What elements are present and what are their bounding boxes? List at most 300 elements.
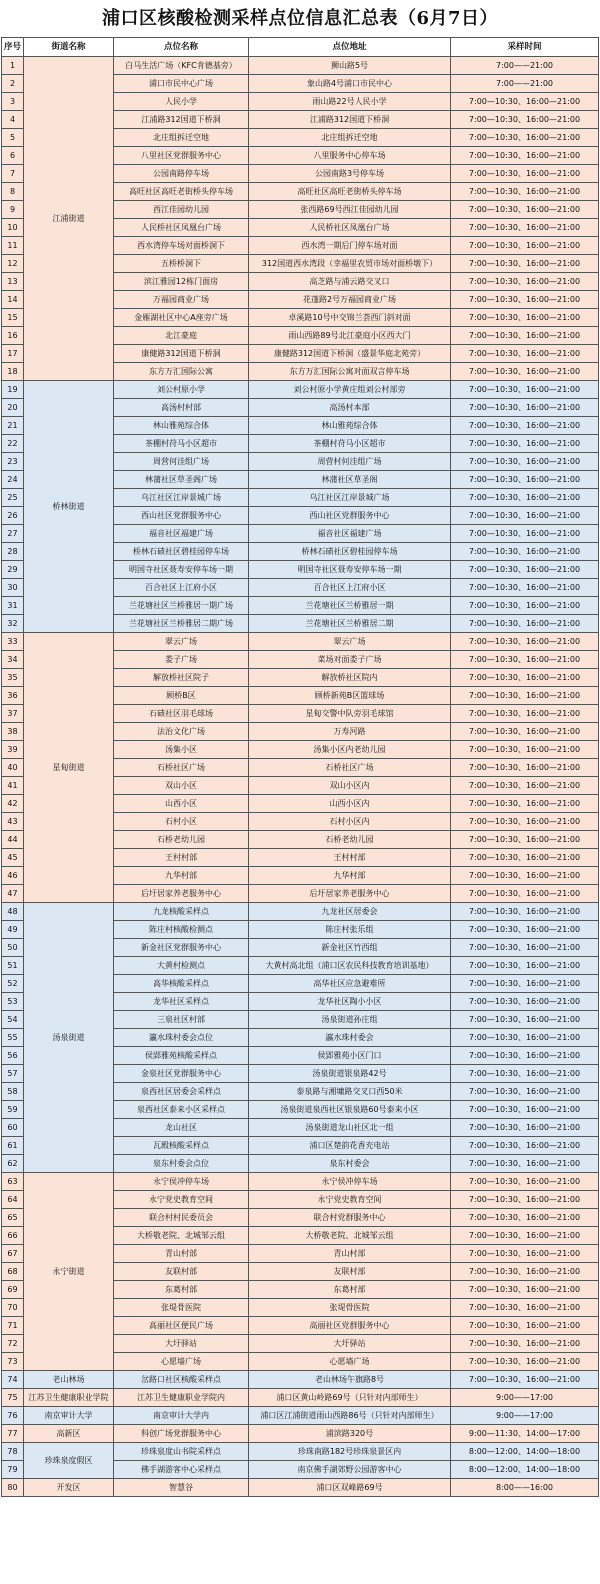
cell-index: 49 — [2, 921, 24, 939]
cell-index: 2 — [2, 75, 24, 93]
table-row — [2, 903, 599, 921]
cell-index: 6 — [2, 147, 24, 165]
cell-index: 52 — [2, 975, 24, 993]
cell-site-name: 桥林石碛社区碧桂园停车场 — [114, 543, 249, 561]
cell-index: 33 — [2, 633, 24, 651]
cell-index: 30 — [2, 579, 24, 597]
cell-street: 江浦街道 — [24, 57, 114, 381]
cell-index: 60 — [2, 1119, 24, 1137]
cell-index: 34 — [2, 651, 24, 669]
cell-sampling-time: 7:00—10:30、16:00—21:00 — [451, 255, 599, 273]
table-row — [2, 1389, 599, 1407]
cell-site-name: 永宁侯冲停车场 — [114, 1173, 249, 1191]
cell-sampling-time: 7:00—10:30、16:00—21:00 — [451, 327, 599, 345]
cell-sampling-time: 7:00—10:30、16:00—21:00 — [451, 525, 599, 543]
cell-index: 26 — [2, 507, 24, 525]
cell-site-name: 法治文化广场 — [114, 723, 249, 741]
cell-index: 35 — [2, 669, 24, 687]
cell-site-address: 东葛村部 — [249, 1281, 451, 1299]
cell-site-name: 九龙核酸采样点 — [114, 903, 249, 921]
cell-street: 珍珠泉度假区 — [24, 1443, 114, 1479]
cell-sampling-time: 7:00—10:30、16:00—21:00 — [451, 453, 599, 471]
cell-site-name: 大黄村检测点 — [114, 957, 249, 975]
cell-index: 18 — [2, 363, 24, 381]
cell-site-address: 山西小区内 — [249, 795, 451, 813]
cell-site-name: 滨江雅园12栋门面房 — [114, 273, 249, 291]
cell-site-address: 老山林场午旗路8号 — [249, 1371, 451, 1389]
cell-site-name: 金雁湖社区中心A座旁广场 — [114, 309, 249, 327]
cell-site-name: 三泉社区村部 — [114, 1011, 249, 1029]
cell-site-address: 康健路312国道下桥洞（盛景华庭北苑旁） — [249, 345, 451, 363]
cell-site-name: 解放桥社区院子 — [114, 669, 249, 687]
cell-site-address: 陈庄村张乐组 — [249, 921, 451, 939]
cell-index: 22 — [2, 435, 24, 453]
cell-site-address: 张西路69号西江佳园幼儿园 — [249, 201, 451, 219]
sampling-sites-table — [1, 37, 599, 1497]
cell-site-name: 福音社区福建广场 — [114, 525, 249, 543]
cell-index: 72 — [2, 1335, 24, 1353]
table-row — [2, 1443, 599, 1461]
cell-sampling-time: 7:00—10:30、16:00—21:00 — [451, 1209, 599, 1227]
cell-index: 75 — [2, 1389, 24, 1407]
cell-site-name: 八里社区党群服务中心 — [114, 147, 249, 165]
cell-index: 12 — [2, 255, 24, 273]
cell-sampling-time: 7:00—10:30、16:00—21:00 — [451, 201, 599, 219]
cell-index: 27 — [2, 525, 24, 543]
cell-index: 78 — [2, 1443, 24, 1461]
cell-index: 61 — [2, 1137, 24, 1155]
cell-index: 17 — [2, 345, 24, 363]
cell-sampling-time: 7:00—10:30、16:00—21:00 — [451, 399, 599, 417]
cell-index: 42 — [2, 795, 24, 813]
cell-index: 59 — [2, 1101, 24, 1119]
cell-site-name: 心愿墙广场 — [114, 1353, 249, 1371]
cell-sampling-time: 9:00——17:00 — [451, 1407, 599, 1425]
cell-sampling-time: 7:00—10:30、16:00—21:00 — [451, 1029, 599, 1047]
cell-site-name: 瓦殿核酸采样点 — [114, 1137, 249, 1155]
cell-sampling-time: 7:00—10:30、16:00—21:00 — [451, 129, 599, 147]
cell-site-address: 万寿河路 — [249, 723, 451, 741]
cell-sampling-time: 7:00——21:00 — [451, 57, 599, 75]
cell-sampling-time: 7:00—10:30、16:00—21:00 — [451, 435, 599, 453]
cell-site-name: 泉西社区居委会采样点 — [114, 1083, 249, 1101]
cell-sampling-time: 7:00—10:30、16:00—21:00 — [451, 723, 599, 741]
cell-sampling-time: 7:00—10:30、16:00—21:00 — [451, 1065, 599, 1083]
cell-sampling-time: 7:00—10:30、16:00—21:00 — [451, 1119, 599, 1137]
cell-index: 31 — [2, 597, 24, 615]
cell-site-address: 大圩驿站 — [249, 1335, 451, 1353]
cell-index: 71 — [2, 1317, 24, 1335]
cell-site-address: 高汤村本部 — [249, 399, 451, 417]
cell-site-address: 永宁侯冲停车场 — [249, 1173, 451, 1191]
cell-site-name: 西山社区党群服务中心 — [114, 507, 249, 525]
cell-sampling-time: 7:00—10:30、16:00—21:00 — [451, 939, 599, 957]
cell-index: 66 — [2, 1227, 24, 1245]
cell-site-name: 周营何洼组广场 — [114, 453, 249, 471]
cell-index: 43 — [2, 813, 24, 831]
cell-site-address: 刘公村原小学黄庄组刘公村部旁 — [249, 381, 451, 399]
cell-index: 55 — [2, 1029, 24, 1047]
cell-sampling-time: 9:00——17:00 — [451, 1389, 599, 1407]
cell-sampling-time: 7:00—10:30、16:00—21:00 — [451, 1191, 599, 1209]
cell-site-address: 浦口区楚韵花香充电站 — [249, 1137, 451, 1155]
cell-sampling-time: 7:00—10:30、16:00—21:00 — [451, 543, 599, 561]
cell-site-name: 兰花塘社区兰桥雅居一期广场 — [114, 597, 249, 615]
cell-site-address: 象山路4号浦口市民中心 — [249, 75, 451, 93]
cell-sampling-time: 7:00—10:30、16:00—21:00 — [451, 309, 599, 327]
page-title: 浦口区核酸检测采样点位信息汇总表（6月7日） — [101, 8, 499, 29]
cell-street: 开发区 — [24, 1479, 114, 1497]
cell-sampling-time: 7:00—10:30、16:00—21:00 — [451, 363, 599, 381]
cell-site-address: 浦口区黄山岭路69号（只针对内部师生） — [249, 1389, 451, 1407]
cell-sampling-time: 7:00—10:30、16:00—21:00 — [451, 993, 599, 1011]
cell-site-name: 石桥社区广场 — [114, 759, 249, 777]
cell-site-address: 浦口区江浦街道雨山西路86号（只针对内部师生） — [249, 1407, 451, 1425]
cell-sampling-time: 7:00—10:30、16:00—21:00 — [451, 669, 599, 687]
cell-site-name: 汤集小区 — [114, 741, 249, 759]
cell-site-address: 浦口区双峰路69号 — [249, 1479, 451, 1497]
cell-index: 37 — [2, 705, 24, 723]
cell-site-address: 明国寺社区聂寿安停车场一期 — [249, 561, 451, 579]
cell-site-name: 万福园商业广场 — [114, 291, 249, 309]
cell-site-name: 娄子广场 — [114, 651, 249, 669]
cell-sampling-time: 7:00—10:30、16:00—21:00 — [451, 975, 599, 993]
cell-site-address: 石村小区内 — [249, 813, 451, 831]
cell-sampling-time: 7:00—10:30、16:00—21:00 — [451, 1137, 599, 1155]
cell-site-address: 九华村部 — [249, 867, 451, 885]
cell-index: 45 — [2, 849, 24, 867]
cell-site-address: 林蒲社区草圣阁 — [249, 471, 451, 489]
cell-index: 11 — [2, 237, 24, 255]
cell-site-address: 联合村党群服务中心 — [249, 1209, 451, 1227]
cell-site-address: 珍珠南路182号珍珠泉景区内 — [249, 1443, 451, 1461]
cell-site-address: 乌江社区江岸景城广场 — [249, 489, 451, 507]
cell-street: 老山林场 — [24, 1371, 114, 1389]
cell-site-address: 友联村部 — [249, 1263, 451, 1281]
cell-index: 29 — [2, 561, 24, 579]
cell-index: 79 — [2, 1461, 24, 1479]
cell-site-address: 桥林石碛社区碧桂园停车场 — [249, 543, 451, 561]
cell-site-name: 友联村部 — [114, 1263, 249, 1281]
table-row — [2, 1173, 599, 1191]
cell-site-address: 兰花塘社区兰桥雅居一期 — [249, 597, 451, 615]
cell-site-name: 江苏卫生健康职业学院内 — [114, 1389, 249, 1407]
cell-sampling-time: 7:00—10:30、16:00—21:00 — [451, 183, 599, 201]
cell-sampling-time: 7:00—10:30、16:00—21:00 — [451, 1353, 599, 1371]
header-index: 序号 — [2, 38, 24, 57]
cell-site-address: 西山社区党群服务中心 — [249, 507, 451, 525]
cell-index: 80 — [2, 1479, 24, 1497]
cell-site-address: 瀛水珠村委会 — [249, 1029, 451, 1047]
cell-site-address: 西水湾一期后门停车场对面 — [249, 237, 451, 255]
header-site-name: 点位名称 — [114, 38, 249, 57]
cell-sampling-time: 7:00—10:30、16:00—21:00 — [451, 417, 599, 435]
cell-sampling-time: 7:00—10:30、16:00—21:00 — [451, 291, 599, 309]
cell-site-name: 青山村部 — [114, 1245, 249, 1263]
cell-index: 3 — [2, 93, 24, 111]
cell-site-address: 泉东村委会 — [249, 1155, 451, 1173]
cell-index: 21 — [2, 417, 24, 435]
cell-site-name: 北江豪庭 — [114, 327, 249, 345]
cell-street: 桥林街道 — [24, 381, 114, 633]
cell-index: 64 — [2, 1191, 24, 1209]
cell-sampling-time: 8:00—12:00、14:00—18:00 — [451, 1461, 599, 1479]
cell-index: 32 — [2, 615, 24, 633]
cell-site-name: 双山小区 — [114, 777, 249, 795]
cell-index: 46 — [2, 867, 24, 885]
cell-site-name: 科创广场党群服务中心 — [114, 1425, 249, 1443]
cell-sampling-time: 7:00—10:30、16:00—21:00 — [451, 1317, 599, 1335]
cell-site-name: 智慧谷 — [114, 1479, 249, 1497]
cell-site-name: 东葛村部 — [114, 1281, 249, 1299]
cell-sampling-time: 7:00—10:30、16:00—21:00 — [451, 1263, 599, 1281]
cell-sampling-time: 7:00—10:30、16:00—21:00 — [451, 561, 599, 579]
cell-site-address: 南京佛手湖郊野公园游客中心 — [249, 1461, 451, 1479]
cell-site-name: 联合村村民委员会 — [114, 1209, 249, 1227]
table-row — [2, 1407, 599, 1425]
cell-site-address: 狮山路5号 — [249, 57, 451, 75]
cell-sampling-time: 7:00—10:30、16:00—21:00 — [451, 615, 599, 633]
cell-index: 39 — [2, 741, 24, 759]
cell-sampling-time: 7:00—10:30、16:00—21:00 — [451, 381, 599, 399]
table-header-row — [2, 38, 599, 57]
cell-sampling-time: 7:00—10:30、16:00—21:00 — [451, 633, 599, 651]
cell-site-address: 张堤骨医院 — [249, 1299, 451, 1317]
cell-site-address: 浦滨路320号 — [249, 1425, 451, 1443]
cell-street: 汤泉街道 — [24, 903, 114, 1173]
cell-street: 永宁街道 — [24, 1173, 114, 1371]
cell-sampling-time: 7:00—10:30、16:00—21:00 — [451, 165, 599, 183]
cell-sampling-time: 8:00—12:00、14:00—18:00 — [451, 1443, 599, 1461]
cell-index: 16 — [2, 327, 24, 345]
table-row — [2, 1425, 599, 1443]
cell-site-address: 东方万汇国际公寓对面双言停车场 — [249, 363, 451, 381]
cell-index: 63 — [2, 1173, 24, 1191]
cell-site-name: 珍珠泉度山书院采样点 — [114, 1443, 249, 1461]
cell-sampling-time: 7:00—10:30、16:00—21:00 — [451, 849, 599, 867]
cell-sampling-time: 7:00—10:30、16:00—21:00 — [451, 777, 599, 795]
header-sampling-time: 采样时间 — [451, 38, 599, 57]
cell-sampling-time: 7:00—10:30、16:00—21:00 — [451, 237, 599, 255]
cell-site-name: 刘公村原小学 — [114, 381, 249, 399]
cell-site-name: 侯郢雅苑核酸采样点 — [114, 1047, 249, 1065]
cell-site-address: 双山小区内 — [249, 777, 451, 795]
cell-index: 1 — [2, 57, 24, 75]
cell-site-address: 大桥敬老院、北城邹云组 — [249, 1227, 451, 1245]
cell-site-name: 江浦路312国道下桥洞 — [114, 111, 249, 129]
cell-index: 4 — [2, 111, 24, 129]
cell-site-address: 心愿墙广场 — [249, 1353, 451, 1371]
cell-site-name: 茶棚村苻马小区超市 — [114, 435, 249, 453]
cell-site-address: 八里服务中心停车场 — [249, 147, 451, 165]
cell-site-name: 高旺社区高旺老街桥头停车场 — [114, 183, 249, 201]
cell-site-name: 泉西社区泰来小区采样点 — [114, 1101, 249, 1119]
cell-site-name: 明国寺社区聂寿安停车场一期 — [114, 561, 249, 579]
cell-sampling-time: 7:00—10:30、16:00—21:00 — [451, 489, 599, 507]
cell-site-name: 岔路口社区核酸采样点 — [114, 1371, 249, 1389]
cell-site-address: 永宁党史教育空间 — [249, 1191, 451, 1209]
cell-street: 高新区 — [24, 1425, 114, 1443]
cell-index: 20 — [2, 399, 24, 417]
cell-sampling-time: 7:00—10:30、16:00—21:00 — [451, 1101, 599, 1119]
cell-index: 73 — [2, 1353, 24, 1371]
cell-site-address: 后圩居家养老服务中心 — [249, 885, 451, 903]
cell-site-address: 福音社区福建广场 — [249, 525, 451, 543]
cell-site-address: 北庄组拆迁空地 — [249, 129, 451, 147]
cell-site-name: 王村村部 — [114, 849, 249, 867]
cell-sampling-time: 7:00—10:30、16:00—21:00 — [451, 957, 599, 975]
cell-site-name: 白马生活广场（KFC肯德基旁） — [114, 57, 249, 75]
cell-site-address: 高华社区应急避难所 — [249, 975, 451, 993]
cell-site-name: 高汤村村部 — [114, 399, 249, 417]
cell-index: 69 — [2, 1281, 24, 1299]
table-row — [2, 1479, 599, 1497]
cell-site-name: 北庄组拆迁空地 — [114, 129, 249, 147]
cell-site-name: 西水湾停车场对面桥洞下 — [114, 237, 249, 255]
cell-index: 68 — [2, 1263, 24, 1281]
cell-sampling-time: 7:00—10:30、16:00—21:00 — [451, 1227, 599, 1245]
cell-index: 58 — [2, 1083, 24, 1101]
cell-sampling-time: 9:00—11:30、14:00—17:00 — [451, 1425, 599, 1443]
cell-index: 8 — [2, 183, 24, 201]
cell-index: 65 — [2, 1209, 24, 1227]
cell-site-name: 人民小学 — [114, 93, 249, 111]
cell-index: 23 — [2, 453, 24, 471]
cell-index: 9 — [2, 201, 24, 219]
cell-sampling-time: 7:00—10:30、16:00—21:00 — [451, 1245, 599, 1263]
cell-sampling-time: 7:00—10:30、16:00—21:00 — [451, 1083, 599, 1101]
cell-sampling-time: 7:00—10:30、16:00—21:00 — [451, 219, 599, 237]
cell-site-address: 解放桥社区院内 — [249, 669, 451, 687]
cell-site-address: 江浦路312国道下桥洞 — [249, 111, 451, 129]
cell-site-name: 泉东村委会点位 — [114, 1155, 249, 1173]
cell-site-address: 公园南路3号停车场 — [249, 165, 451, 183]
cell-site-name: 林山雅苑综合体 — [114, 417, 249, 435]
cell-site-address: 王村村部 — [249, 849, 451, 867]
cell-site-address: 星甸交警中队旁羽毛球馆 — [249, 705, 451, 723]
cell-site-name: 公园南路停车场 — [114, 165, 249, 183]
cell-site-address: 大黄村高北组（浦口区农民科技教育培训基地） — [249, 957, 451, 975]
cell-site-name: 兰花塘社区兰桥雅居二期广场 — [114, 615, 249, 633]
cell-site-address: 林山雅苑综合体 — [249, 417, 451, 435]
cell-sampling-time: 7:00—10:30、16:00—21:00 — [451, 471, 599, 489]
cell-index: 14 — [2, 291, 24, 309]
cell-site-name: 西江佳园幼儿园 — [114, 201, 249, 219]
cell-index: 67 — [2, 1245, 24, 1263]
cell-index: 48 — [2, 903, 24, 921]
cell-site-name: 浦口市民中心广场 — [114, 75, 249, 93]
cell-site-address: 汤泉街道银泉路42号 — [249, 1065, 451, 1083]
cell-sampling-time: 7:00—10:30、16:00—21:00 — [451, 687, 599, 705]
cell-site-address: 汤泉街道龙山社区北一组 — [249, 1119, 451, 1137]
cell-site-address: 龙华社区陶小小区 — [249, 993, 451, 1011]
cell-index: 76 — [2, 1407, 24, 1425]
cell-site-name: 龙华社区采样点 — [114, 993, 249, 1011]
cell-site-address: 石桥老幼儿园 — [249, 831, 451, 849]
cell-site-address: 翠云广场 — [249, 633, 451, 651]
cell-sampling-time: 7:00—10:30、16:00—21:00 — [451, 903, 599, 921]
cell-sampling-time: 7:00—10:30、16:00—21:00 — [451, 705, 599, 723]
cell-index: 50 — [2, 939, 24, 957]
cell-site-address: 人民桥社区凤凰台广场 — [249, 219, 451, 237]
cell-index: 54 — [2, 1011, 24, 1029]
cell-site-address: 百合社区上江府小区 — [249, 579, 451, 597]
cell-site-name: 石村小区 — [114, 813, 249, 831]
cell-sampling-time: 7:00—10:30、16:00—21:00 — [451, 597, 599, 615]
cell-sampling-time: 7:00—10:30、16:00—21:00 — [451, 1281, 599, 1299]
cell-sampling-time: 7:00—10:30、16:00—21:00 — [451, 147, 599, 165]
cell-site-name: 石桥老幼儿园 — [114, 831, 249, 849]
cell-site-name: 永宁党史教育空间 — [114, 1191, 249, 1209]
cell-site-address: 新金社区竹西组 — [249, 939, 451, 957]
cell-sampling-time: 7:00——21:00 — [451, 75, 599, 93]
cell-sampling-time: 8:00——16:00 — [451, 1479, 599, 1497]
cell-sampling-time: 7:00—10:30、16:00—21:00 — [451, 93, 599, 111]
table-row — [2, 57, 599, 75]
cell-site-address: 高丽社区党群服务中心 — [249, 1317, 451, 1335]
cell-sampling-time: 7:00—10:30、16:00—21:00 — [451, 345, 599, 363]
cell-site-name: 百合社区上江府小区 — [114, 579, 249, 597]
cell-site-name: 南京审计大学内 — [114, 1407, 249, 1425]
cell-index: 7 — [2, 165, 24, 183]
cell-index: 5 — [2, 129, 24, 147]
cell-index: 13 — [2, 273, 24, 291]
cell-site-name: 高华核酸采样点 — [114, 975, 249, 993]
cell-site-name: 陈庄村核酸检测点 — [114, 921, 249, 939]
cell-site-name: 五桥桥洞下 — [114, 255, 249, 273]
cell-sampling-time: 7:00—10:30、16:00—21:00 — [451, 741, 599, 759]
cell-site-address: 汤集小区内老幼儿园 — [249, 741, 451, 759]
cell-index: 47 — [2, 885, 24, 903]
header-site-address: 点位地址 — [249, 38, 451, 57]
cell-site-name: 乌江社区江岸景城广场 — [114, 489, 249, 507]
cell-index: 62 — [2, 1155, 24, 1173]
cell-site-name: 人民桥社区凤凰台广场 — [114, 219, 249, 237]
cell-site-name: 林蒲社区草圣阁广场 — [114, 471, 249, 489]
cell-site-name: 新金社区党群服务中心 — [114, 939, 249, 957]
cell-sampling-time: 7:00—10:30、16:00—21:00 — [451, 579, 599, 597]
cell-street: 星甸街道 — [24, 633, 114, 903]
cell-site-name: 康健路312国道下桥洞 — [114, 345, 249, 363]
cell-site-address: 顾桥新苑B区篮球场 — [249, 687, 451, 705]
cell-site-name: 佛手湖游客中心采样点 — [114, 1461, 249, 1479]
cell-sampling-time: 7:00—10:30、16:00—21:00 — [451, 831, 599, 849]
cell-site-address: 九龙社区居委会 — [249, 903, 451, 921]
cell-index: 53 — [2, 993, 24, 1011]
cell-index: 56 — [2, 1047, 24, 1065]
cell-site-address: 兰花塘社区兰桥雅居二期 — [249, 615, 451, 633]
table-body — [2, 57, 599, 1497]
cell-index: 24 — [2, 471, 24, 489]
cell-site-address: 雨山路22号人民小学 — [249, 93, 451, 111]
cell-sampling-time: 7:00—10:30、16:00—21:00 — [451, 795, 599, 813]
cell-sampling-time: 7:00—10:30、16:00—21:00 — [451, 1335, 599, 1353]
cell-street: 江苏卫生健康职业学院 — [24, 1389, 114, 1407]
table-row — [2, 381, 599, 399]
cell-site-name: 石碛社区羽毛球场 — [114, 705, 249, 723]
cell-index: 74 — [2, 1371, 24, 1389]
table-row — [2, 1371, 599, 1389]
cell-sampling-time: 7:00—10:30、16:00—21:00 — [451, 1011, 599, 1029]
cell-site-name: 张堤骨医院 — [114, 1299, 249, 1317]
cell-site-name: 东方万汇国际公寓 — [114, 363, 249, 381]
cell-index: 44 — [2, 831, 24, 849]
cell-site-name: 瀛水珠村委会点位 — [114, 1029, 249, 1047]
cell-site-name: 山西小区 — [114, 795, 249, 813]
cell-index: 25 — [2, 489, 24, 507]
cell-site-name: 金泉社区党群服务中心 — [114, 1065, 249, 1083]
cell-index: 38 — [2, 723, 24, 741]
